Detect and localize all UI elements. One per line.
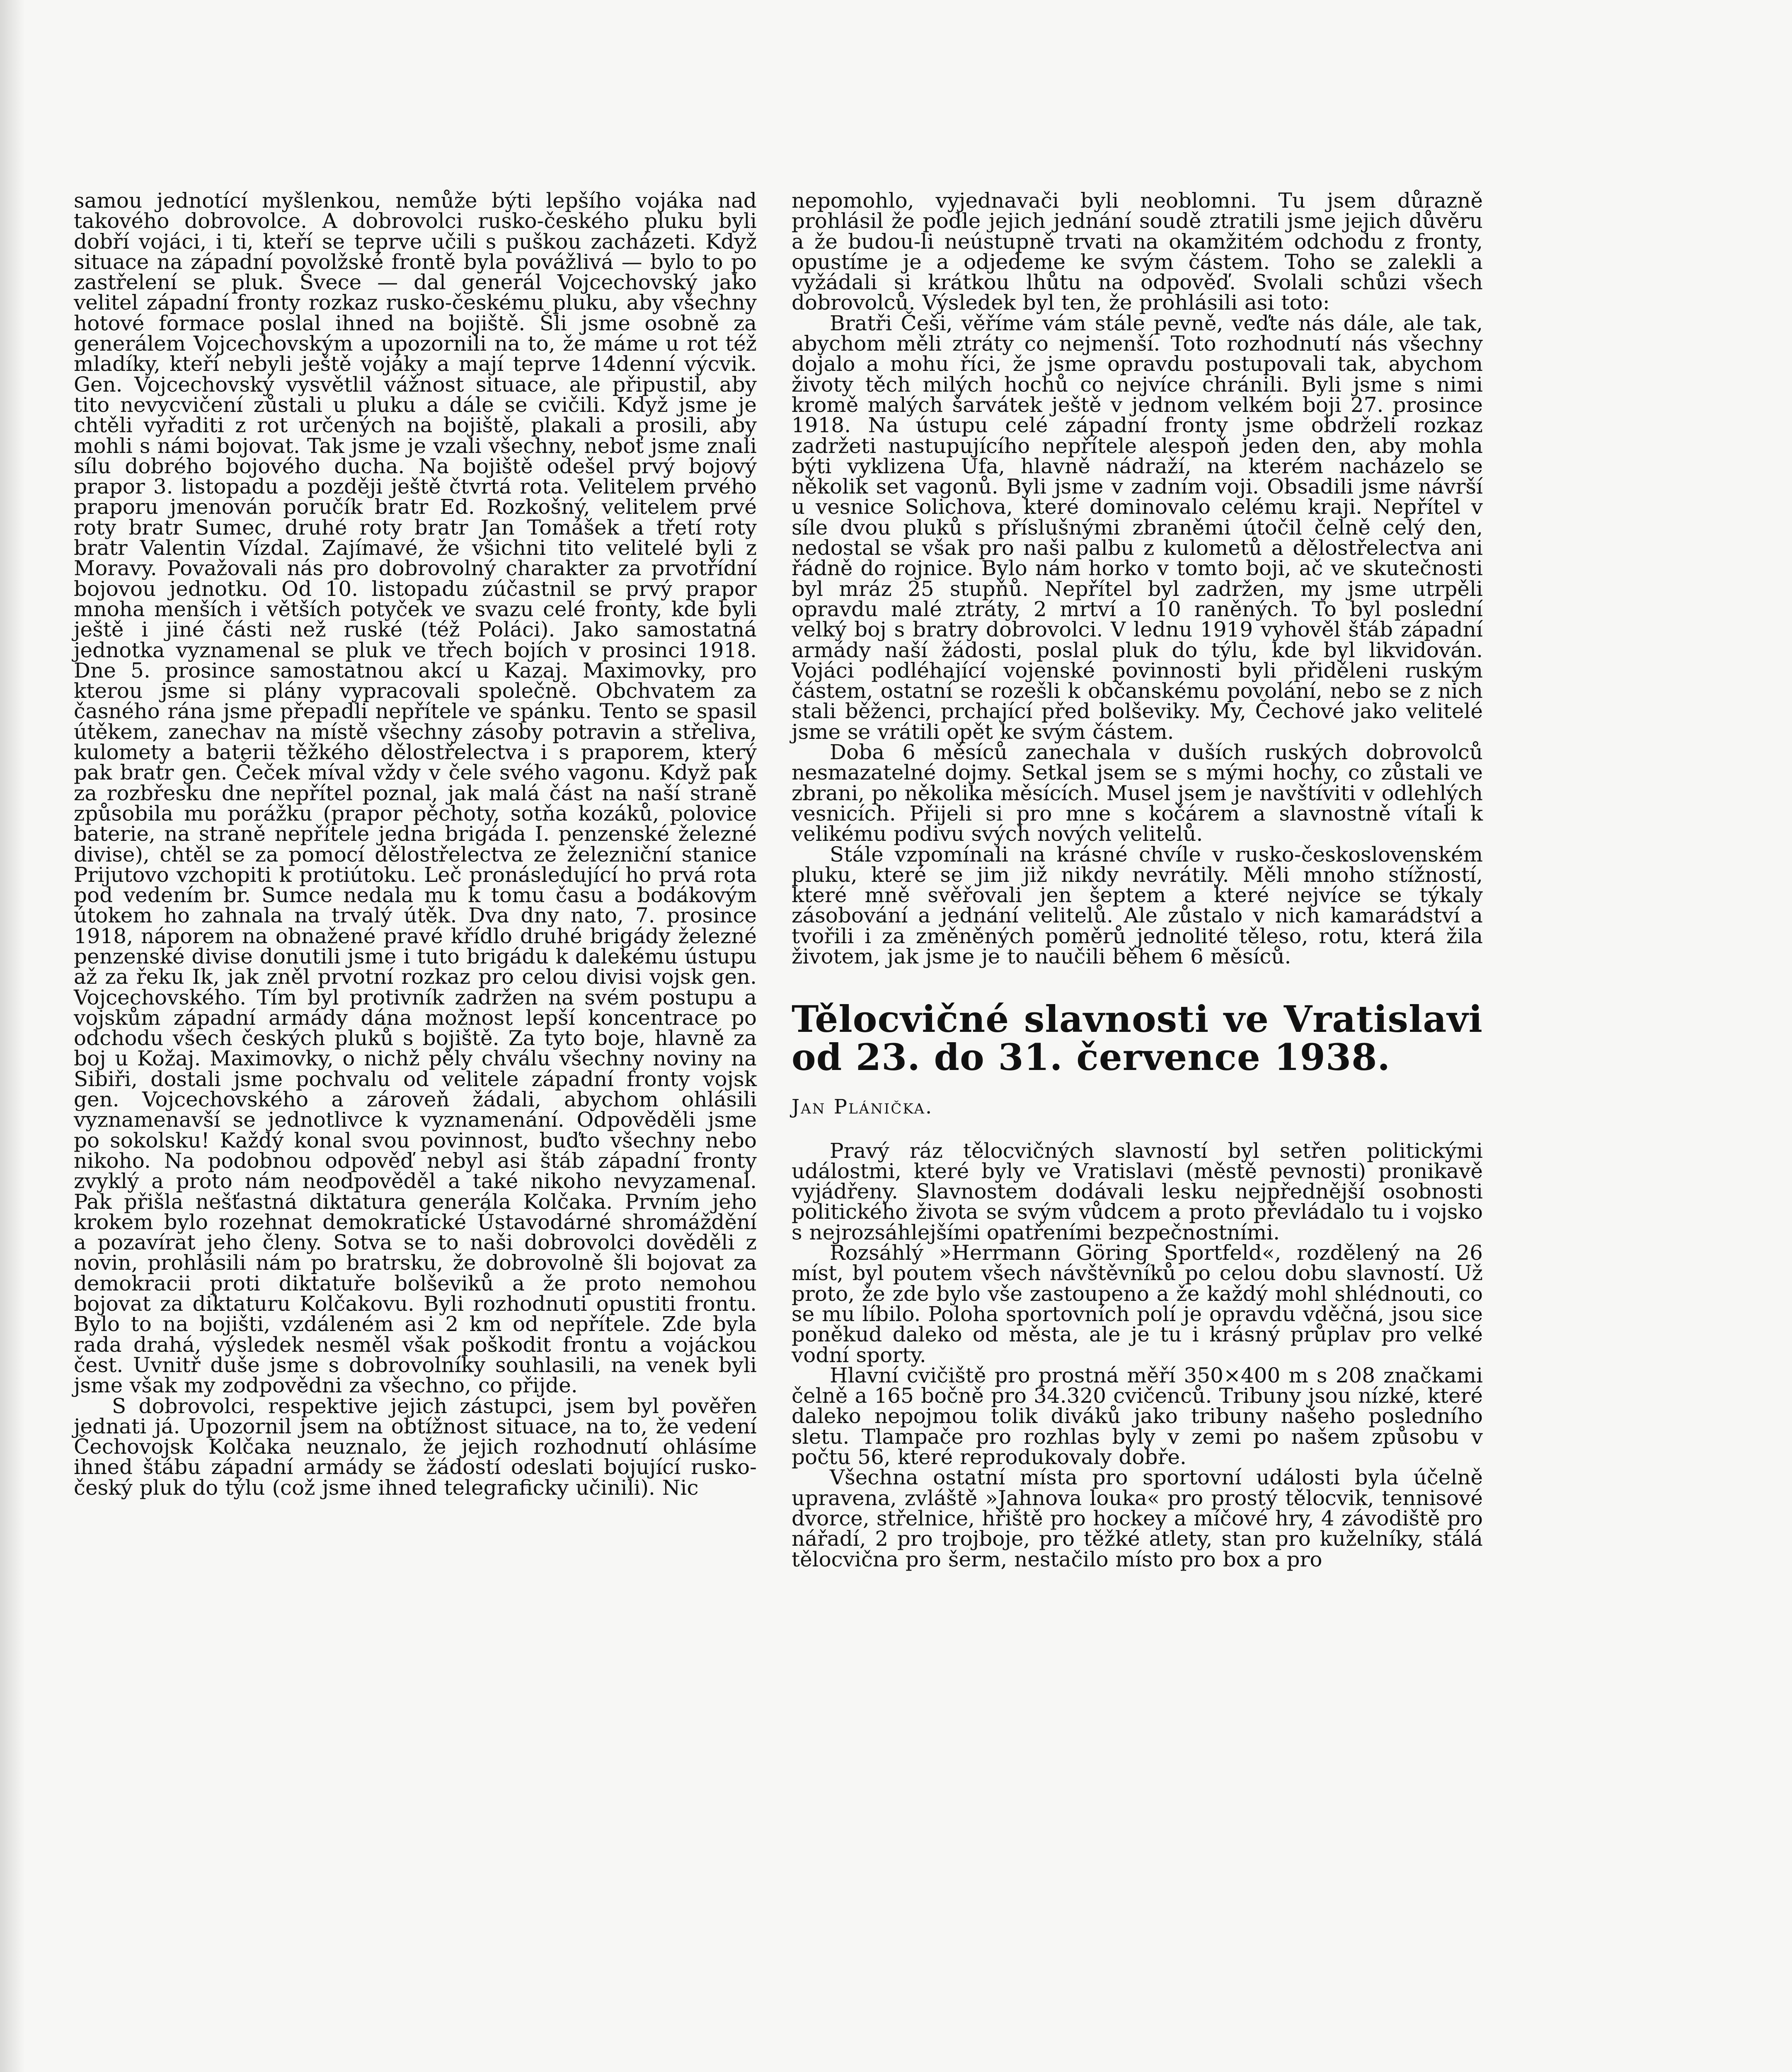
page-scan-edge <box>0 0 25 2072</box>
article-byline: Jan Plánička. <box>792 1095 933 1119</box>
article-paragraph-2: Rozsáhlý »Herrmann Göring Sportfeld«, rozdělený na 26 míst, byl poutem všech návštěvníků po celou dobu slavností. Už proto, že zde bylo vše zastoupeno a že každý mohl shlédnouti, co se mu líbilo. Poloha sportovních polí je opravdu vděčná, jsou sice poněkud daleko od města, ale je tu i krásný průplav pro velké vodní sporty. <box>792 1241 1483 1367</box>
left-paragraph-1: samou jednotící myšlenkou, nemůže býti lepšího vojáka nad takového dobrovolce. A dobrovolci rusko-českého pluku byli dobří vojáci, i ti, kteří se teprve učili s puškou zacházeti. Když situace na západní povolžské frontě byla povážlivá — bylo to po zastřelení se pluk. Švece — dal generál Vojcechovský jako velitel západní fronty rozkaz rusko-českému pluku, aby všechny hotové formace poslal ihned na bojiště. Šli jsme osobně za generálem Vojcechovským a upozornili na to, že máme u rot též mladíky, kteří nebyli ještě vojáky a mají teprve 14denní výcvik. Gen. Vojcechovský vysvětlil vážnost situace, ale připustil, aby tito nevycvičení zůstali u pluku a dále se cvičili. Když jsme je chtěli vyřaditi z rot určených na bojiště, plakali a prosili, aby mohli s námi bojovat. Tak jsme je vzali všechny, neboť jsme znali sílu dobrého bojového ducha. Na bojiště odešel prvý bojový prapor 3. listopadu a později ještě čtvrtá rota. Velitelem prvého praporu jmenován poručík bratr Ed. Rozkošný, velitelem prvé roty bratr Sumec, druhé roty bratr Jan Tomášek a třetí roty bratr Valentin Vízdal. Zajímavé, že všichni tito velitelé byli z Moravy. Považovali nás pro dobrovolný charakter za prvotřídní bojovou jednotku. Od 10. listopadu zúčastnil se prvý prapor mnoha menších i větších potyček ve svazu celé fronty, kde byli ještě i jiné části než ruské (též Poláci). Jako samostatná jednotka vyznamenal se pluk ve třech bojích v prosinci 1918. Dne 5. prosince samostatnou akcí u Kazaj. Maximovky, pro kterou jsme si plány vypracovali společně. Obchvatem za časného rána jsme přepadli nepřítele ve spánku. Tento se spasil útěkem, zanechav na místě všechny zásoby potravin a střeliva, kulomety a baterii těžkého dělostřelectva i s praporem, který pak bratr gen. Čeček míval vždy v čele svého vagonu. Když pak za rozbřesku dne nepřítel poznal, jak malá část na naší straně způsobila mu porážku (prapor pěchoty, sotňa kozáků, polovice baterie, na straně nepřítele jedna brigáda I. penzenské železné divise), chtěl se za pomocí dělostřelectva ze železniční stanice Prijutovo vzchopiti k protiútoku. Leč pronásledující ho prvá rota pod vedením br. Sumce nedala mu k tomu času a bodákovým útokem ho zahnala na trvalý útěk. Dva dny nato, 7. prosince 1918, náporem na obnažené pravé křídlo druhé brigády železné penzenské divise donutili jsme i tuto brigádu k dalekému ústupu až za řeku Ik, jak zněl prvotní rozkaz pro celou divisi vojsk gen. Vojcechovského. Tím byl protivník zadržen na svém postupu a vojskům západní armády dána možnost lepší koncentrace po odchodu všech českých pluků s bojiště. Za tyto boje, hlavně za boj u Kožaj. Maximovky, o nichž pěly chválu všechny noviny na Sibiři, dostali jsme pochvalu od velitele západní fronty vojsk gen. Vojcechovského a zároveň žádali, abychom ohlásili vyznamenavší se jednotlivce k vyznamenání. Odpověděli jsme po sokolsku! Každý konal svou povinnost, buďto všechny nebo nikoho. Na podobnou odpověď nebyl asi štáb západní fronty zvyklý a proto nám neodpověděl a také nikoho nevyzamenal. Pak přišla nešťastná diktatura generála Kolčaka. Prvním jeho krokem bylo rozehnat demokratické Ústavodárné shromáždění a pozavírat jeho členy. Sotva se to naši dobrovolci dověděli z novin, prohlásili nám po bratrsku, že dobrovolně šli bojovat za demokracii proti diktatuře bolševiků a že proto nemohou bojovat za diktaturu Kolčakovu. Byli rozhodnuti opustiti frontu. Bylo to na bojišti, vzdáleném asi 2 km od nepřítele. Zde byla rada drahá, výsledek nesměl však poškodit frontu a vojáckou čest. Uvnitř duše jsme s dobrovolníky souhlasili, na venek byli jsme však my zodpovědni za všechno, co přijde. <box>74 189 757 1398</box>
article-paragraph-1: Pravý ráz tělocvičných slavností byl setřen politickými událostmi, které byly ve Vratislavi (městě pevnosti) pronikavě vyjádřeny. Slavnostem dodávali lesku nejpřednější osobnosti politického života se svým vůdcem a proto převládalo tu i vojsko s nejrozsáhlejšími opatřeními bezpečnostními. <box>792 1138 1483 1244</box>
left-paragraph-2: S dobrovolci, respektive jejich zástupci, jsem byl pověřen jednati já. Upozornil jsem na obtížnost situace, na to, že vedení Čechovojsk Kolčaka neuznalo, že jejich rozhodnutí ohlásíme ihned štábu západní armády se žádostí odeslati bojující rusko-český pluk do týlu (což jsme ihned telegraficky učinili). Nic <box>74 1394 757 1500</box>
left-column <box>74 191 757 1498</box>
right-paragraph-1: nepomohlo, vyjednavači byli neoblomni. Tu jsem důrazně prohlásil že podle jejich jednání soudě ztratili jsme jejich důvěru a že budou-li neústupně trvati na okamžitém odchodu z fronty, opustíme je a odjedeme ke svým částem. Toho se zalekli a vyžádali si krátkou lhůtu na odpověď. Svolali schůzi všech dobrovolců. Výsledek byl ten, že prohlásili asi toto: <box>792 189 1483 315</box>
right-column <box>792 191 1483 1570</box>
article-paragraph-3: Hlavní cvičiště pro prostná měří 350×400 m s 208 značkami čelně a 165 bočně pro 34.320 cvičenců. Tribuny jsou nízké, které daleko nepojmou tolik diváků jako tribuny našeho posledního sletu. Tlampače pro rozhlas byly v zemi po našem způsobu v počtu 56, které reprodukovaly dobře. <box>792 1363 1483 1469</box>
article-paragraph-4: Všechna ostatní místa pro sportovní události byla účelně upravena, zvláště »Jahnova louka« pro prostý tělocvik, tennisové dvorce, střelnice, hřiště pro hockey a míčové hry, 4 závodiště pro nářadí, 2 pro trojboje, pro těžké atlety, stan pro kuželníky, stálá tělocvična pro šerm, nestačilo místo pro box a pro <box>792 1465 1483 1571</box>
right-paragraph-2: Bratři Češi, věříme vám stále pevně, veďte nás dále, ale tak, abychom měli ztráty co nejmenší. Toto rozhodnutí nás všechny dojalo a mohu říci, že jsme opravdu postupovali tak, abychom životy těch milých hochů co nejvíce chránili. Byli jsme s nimi kromě malých šarvátek ještě v jednom velkém boji 27. prosince 1918. Na ústupu celé západní fronty jsme obdrželi rozkaz zadržeti nastupujícího nepřítele alespoň jeden den, aby mohla býti vyklizena Ufa, hlavně nádraží, na kterém nacházelo se několik set vagonů. Byli jsme v zadním voji. Obsadili jsme návrší u vesnice Solichova, které dominovalo celému kraji. Nepřítel v síle dvou pluků s příslušnými zbraněmi útočil čelně celý den, nedostal se však pro naši palbu z kulometů a dělostřelectva ani řádně do rojnice. Bylo nám horko v tomto boji, ač ve skutečnosti byl mráz 25 stupňů. Nepřítel byl zadržen, my jsme utrpěli opravdu malé ztráty, 2 mrtví a 10 raněných. To byl poslední velký boj s bratry dobrovolci. V lednu 1919 vyhověl štáb západní armády naší žádosti, poslal pluk do týlu, kde byl likvidován. Vojáci podléhající vojenské povinnosti byli přiděleni ruským částem, ostatní se rozešli k občanskému povolání, nebo se z nich stali běženci, prchající před bolševiky. My, Čechové jako velitelé jsme se vrátili opět ke svým částem. <box>792 311 1483 744</box>
article-title: Tělocvičné slavnosti ve Vratislavi od 23. do 31. července 1938. <box>792 997 1483 1079</box>
right-paragraph-3: Doba 6 měsíců zanechala v duších ruských dobrovolců nesmazatelné dojmy. Setkal jsem se s mými hochy, co zůstali ve zbrani, po několika měsících. Musel jsem je navštíviti v odlehlých vesnicích. Přijeli si pro mne s kočárem a slavnostně vítali k velikému podivu svých nových velitelů. <box>792 740 1483 846</box>
right-paragraph-4: Stále vzpomínali na krásné chvíle v rusko-československém pluku, které se jim již nikdy nevrátily. Měli mnoho stížností, které mně svěřovali jen šeptem a které nejvíce se týkaly zásobování a jednání velitelů. Ale zůstalo v nich kamarádství a tvořili i za změněných poměrů jednolité těleso, rotu, která žila životem, jak jsme je to naučili během 6 měsíců. <box>792 842 1483 968</box>
